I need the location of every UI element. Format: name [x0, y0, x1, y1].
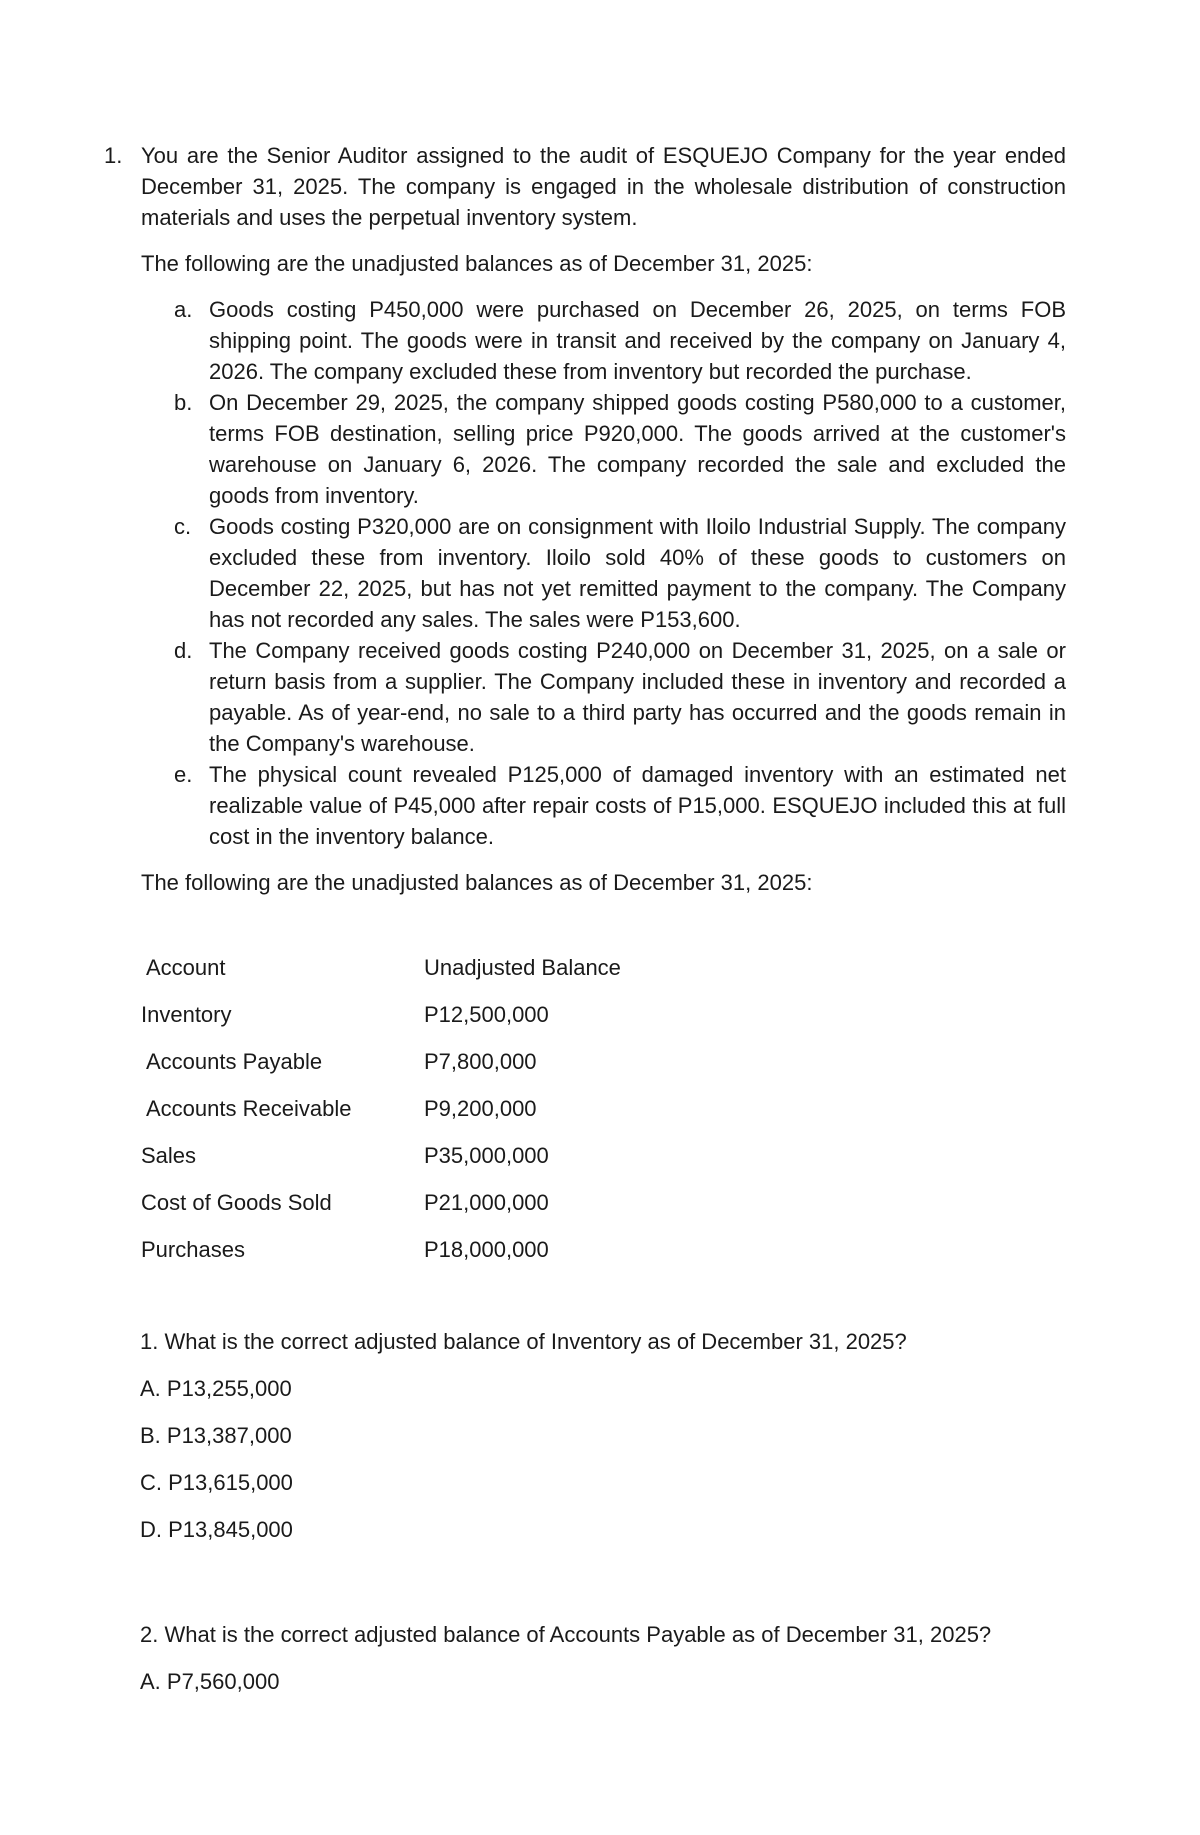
header-account: Account: [146, 955, 226, 980]
balances-header-row: [141, 954, 621, 1001]
balances-heading-2: The following are the unadjusted balances as of December 31, 2025:: [141, 870, 813, 895]
answer-choice: A. P7,560,000: [140, 1669, 280, 1694]
answer-choice: B. P13,387,000: [140, 1423, 292, 1448]
answer-choice: D. P13,845,000: [140, 1517, 293, 1542]
transaction-item: [174, 635, 1066, 759]
table-row: [141, 1001, 621, 1048]
header-balance: Unadjusted Balance: [424, 955, 621, 980]
item-letter: a.: [174, 297, 193, 322]
table-row: [141, 1189, 621, 1236]
account-name: Accounts Receivable: [146, 1096, 352, 1121]
account-name: Purchases: [141, 1237, 245, 1262]
problem-intro: [104, 140, 1066, 233]
account-name: Inventory: [141, 1002, 232, 1027]
item-letter: c.: [174, 514, 192, 539]
balances-heading-1: The following are the unadjusted balances as of December 31, 2025:: [141, 251, 813, 276]
problem-section: [104, 140, 1066, 898]
account-name: Sales: [141, 1143, 197, 1168]
transaction-item: [174, 294, 1066, 387]
table-row: [141, 1048, 621, 1095]
table-row: [141, 1236, 621, 1283]
table-row: [141, 1095, 621, 1142]
account-balance: P18,000,000: [424, 1237, 549, 1262]
item-text: The Company received goods costing P240,000 on December 31, 2025, on a sale or return basis from a supplier. The Company included these in inventory and recorded a payable. As of year-end, no sale to a third party has occurred and the goods remain in the Company's warehouse.: [209, 638, 1066, 756]
account-balance: P21,000,000: [424, 1190, 549, 1215]
answer-choice: C. P13,615,000: [140, 1470, 293, 1495]
account-name: Cost of Goods Sold: [141, 1190, 332, 1215]
item-text: On December 29, 2025, the company shipped goods costing P580,000 to a customer, terms FOB destination, selling price P920,000. The goods arrived at the customer's warehouse on January 6, 2026. The company recorded the sale and excluded the goods from inventory.: [209, 390, 1066, 508]
transaction-item: [174, 387, 1066, 511]
question-1: [140, 1328, 1080, 1563]
item-letter: e.: [174, 762, 193, 787]
transaction-item: [174, 511, 1066, 635]
item-text: The physical count revealed P125,000 of damaged inventory with an estimated net realizable value of P45,000 after repair costs of P15,000. ESQUEJO included this at full cost in the inventory balance.: [209, 762, 1066, 849]
transaction-item: [174, 759, 1066, 852]
item-letter: d.: [174, 638, 193, 663]
transaction-list: [174, 294, 1066, 852]
balances-table: [141, 954, 621, 1283]
account-balance: P7,800,000: [424, 1049, 537, 1074]
question-text: 1. What is the correct adjusted balance of Inventory as of December 31, 2025?: [140, 1329, 907, 1354]
question-text: 2. What is the correct adjusted balance of Accounts Payable as of December 31, 2025?: [140, 1622, 992, 1647]
account-name: Accounts Payable: [146, 1049, 323, 1074]
item-letter: b.: [174, 390, 193, 415]
problem-number: 1.: [104, 143, 123, 168]
item-text: Goods costing P320,000 are on consignment with Iloilo Industrial Supply. The company excluded these from inventory. Iloilo sold 40% of these goods to customers on December 22, 2025, but has not yet remitted payment to the company. The Company has not recorded any sales. The sales were P153,600.: [209, 514, 1066, 632]
table-row: [141, 1142, 621, 1189]
answer-choice: A. P13,255,000: [140, 1376, 292, 1401]
question-2: [140, 1621, 1080, 1715]
item-text: Goods costing P450,000 were purchased on December 26, 2025, on terms FOB shipping point. The goods were in transit and received by the company on January 4, 2026. The company excluded these from inventory but recorded the purchase.: [209, 297, 1066, 384]
account-balance: P12,500,000: [424, 1002, 549, 1027]
account-balance: P9,200,000: [424, 1096, 537, 1121]
problem-intro-text: You are the Senior Auditor assigned to the audit of ESQUEJO Company for the year ended December 31, 2025. The company is engaged in the wholesale distribution of construction materials and uses the perpetual inventory system.: [141, 143, 1066, 230]
account-balance: P35,000,000: [424, 1143, 549, 1168]
